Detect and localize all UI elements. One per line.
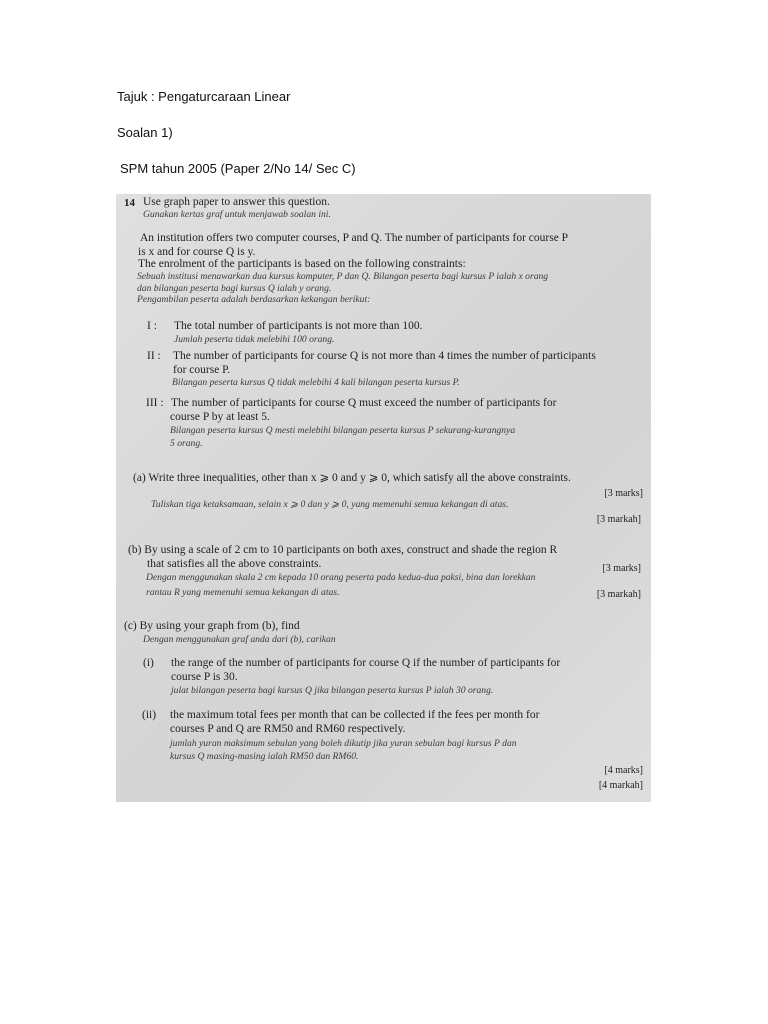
constraint-3-ms-line-2: 5 orang. — [170, 438, 203, 449]
part-b-ms-line-2: rantau R yang memenuhi semua kekangan di atas. — [146, 587, 340, 598]
intro-en-line-3: The enrolment of the participants is based on the following constraints: — [138, 258, 466, 270]
constraint-2-en-line-1: The number of participants for course Q is not more than 4 times the number of participants — [173, 350, 596, 362]
part-a-en: (a) Write three inequalities, other than x ⩾ 0 and y ⩾ 0, which satisfy all the above constraints. — [133, 472, 571, 484]
part-c-ii-label: (ii) — [142, 709, 157, 721]
part-a-marks-en: [3 marks] — [604, 488, 643, 499]
part-b-en-line-2: that satisfies all the above constraints. — [147, 558, 322, 570]
part-c-ms: Dengan menggunakan graf anda dari (b), carikan — [143, 634, 336, 645]
part-c-marks-en: [4 marks] — [604, 765, 643, 776]
part-b-en-line-1: (b) By using a scale of 2 cm to 10 participants on both axes, construct and shade the region R — [128, 544, 558, 556]
constraint-2-en-line-2: for course P. — [173, 364, 231, 376]
part-b-ms-line-1: Dengan menggunakan skala 2 cm kepada 10 orang peserta pada kedua-dua paksi, bina dan lorekkan — [146, 572, 536, 583]
instruction-en: Use graph paper to answer this question. — [143, 196, 330, 208]
part-b-marks-en: [3 marks] — [602, 563, 641, 574]
part-a-marks-ms: [3 markah] — [596, 514, 641, 525]
constraint-3-en-line-1: The number of participants for course Q must exceed the number of participants for — [171, 397, 557, 409]
part-c-i-ms: julat bilangan peserta bagi kursus Q jika bilangan peserta kursus P ialah 30 orang. — [171, 685, 494, 696]
exam-question-photo — [116, 194, 651, 802]
part-b-marks-ms: [3 markah] — [596, 589, 641, 600]
constraint-3-en-line-2: course P by at least 5. — [170, 411, 270, 423]
constraint-2-label: II : — [147, 350, 161, 362]
constraint-1-label: I : — [147, 320, 157, 332]
constraint-2-ms: Bilangan peserta kursus Q tidak melebihi 4 kali bilangan peserta kursus P. — [172, 377, 460, 388]
document-title: Tajuk : Pengaturcaraan Linear — [117, 89, 291, 104]
part-c-ii-en-line-2: courses P and Q are RM50 and RM60 respectively. — [170, 723, 406, 735]
intro-en-line-1: An institution offers two computer courses, P and Q. The number of participants for course P — [140, 232, 569, 244]
instruction-ms: Gunakan kertas graf untuk menjawab soalan ini. — [143, 209, 331, 220]
part-c-ii-en-line-1: the maximum total fees per month that can be collected if the fees per month for — [170, 709, 540, 721]
part-c-i-label: (i) — [143, 657, 154, 669]
intro-en-line-2: is x and for course Q is y. — [138, 246, 256, 258]
part-c-ii-ms-line-1: jumlah yuran maksimum sebulan yang boleh dikutip jika yuran sebulan bagi kursus P dan — [170, 738, 517, 749]
constraint-3-ms-line-1: Bilangan peserta kursus Q mesti melebihi bilangan peserta kursus P sekurang-kurangnya — [170, 425, 516, 436]
question-number: Soalan 1) — [117, 125, 173, 140]
part-c-i-en-line-1: the range of the number of participants for course Q if the number of participants for — [171, 657, 561, 669]
part-c-i-en-line-2: course P is 30. — [171, 671, 238, 683]
part-c-ii-ms-line-2: kursus Q masing-masing ialah RM50 dan RM60. — [170, 751, 359, 762]
constraint-1-en: The total number of participants is not more than 100. — [174, 320, 423, 332]
intro-ms-line-3: Pengambilan peserta adalah berdasarkan kekangan berikut: — [137, 294, 371, 305]
constraint-1-ms: Jumlah peserta tidak melebihi 100 orang. — [174, 334, 335, 345]
intro-ms-line-2: dan bilangan peserta bagi kursus Q ialah y orang. — [137, 283, 332, 294]
question-number-14: 14 — [124, 197, 135, 209]
part-c-marks-ms: [4 markah] — [598, 780, 643, 791]
part-c-en: (c) By using your graph from (b), find — [124, 620, 300, 632]
constraint-3-label: III : — [146, 397, 164, 409]
part-a-ms: Tuliskan tiga ketaksamaan, selain x ⩾ 0 dan y ⩾ 0, yang memenuhi semua kekangan di atas. — [151, 499, 509, 510]
question-source: SPM tahun 2005 (Paper 2/No 14/ Sec C) — [120, 161, 356, 176]
intro-ms-line-1: Sebuah institusi menawarkan dua kursus komputer, P dan Q. Bilangan peserta bagi kursus P ialah x orang — [137, 271, 549, 282]
